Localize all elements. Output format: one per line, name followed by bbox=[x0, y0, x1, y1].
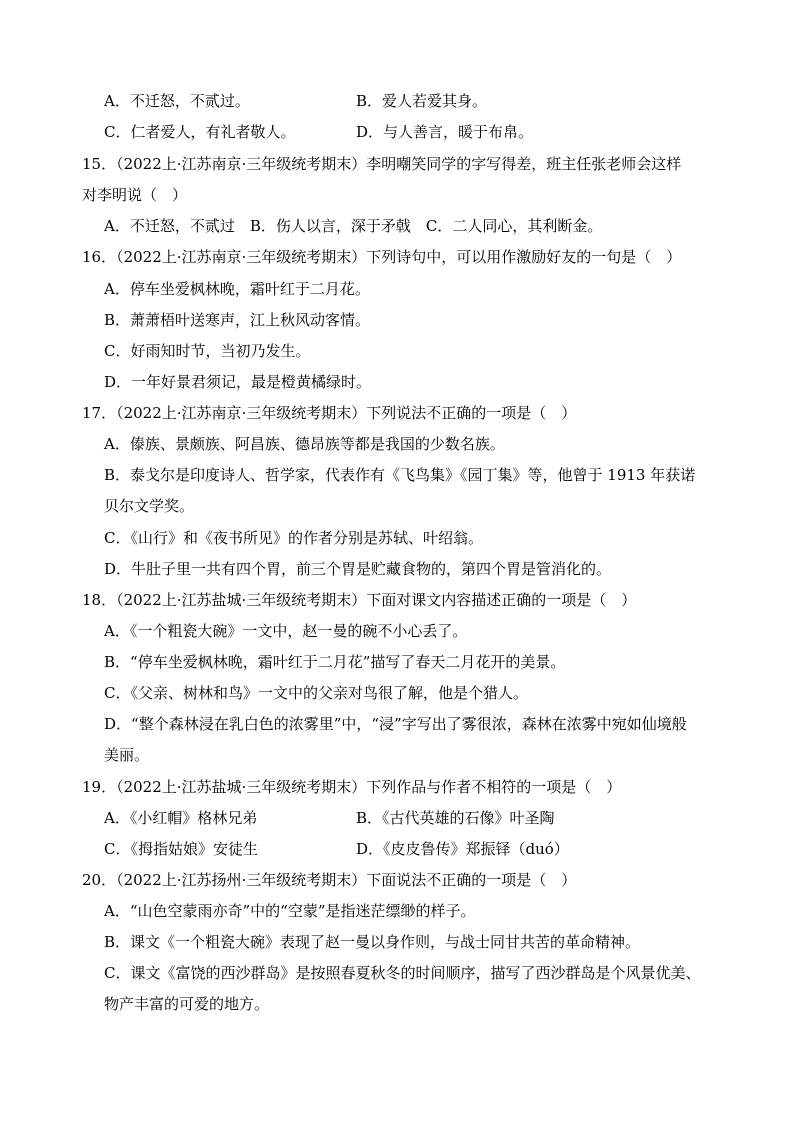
q17-option-d: D．牛肚子里一共有四个胃，前三个胃是贮藏食物的，第四个胃是管消化的。 bbox=[104, 560, 612, 578]
q15-stem-line2: 对李明说（ ） bbox=[82, 186, 188, 204]
q18-option-a: A．《一个粗瓷大碗》一文中，赵一曼的碗不小心丢了。 bbox=[104, 622, 468, 640]
q17-option-a: A．傣族、景颇族、阿昌族、德昂族等都是我国的少数名族。 bbox=[104, 435, 505, 453]
q15-options: A．不迁怒，不贰过 B．伤人以言，深于矛戟 C．二人同心，其利断金。 bbox=[104, 217, 603, 235]
q20-stem: 20．（2022上·江苏扬州·三年级统考期末）下面说法不正确的一项是（ ） bbox=[82, 871, 577, 889]
q18-stem: 18．（2022上·江苏盐城·三年级统考期末）下面对课文内容描述正确的一项是（ ） bbox=[82, 591, 637, 609]
q17-option-c: C．《山行》和《夜书所见》的作者分别是苏轼、叶绍翁。 bbox=[104, 529, 483, 547]
q20-option-b: B．课文《一个粗瓷大碗》表现了赵一曼以身作则，与战士同甘共苦的革命精神。 bbox=[104, 933, 641, 951]
q16-option-d: D．一年好景君须记，最是橙黄橘绿时。 bbox=[104, 373, 372, 391]
q19-option-b: B．《古代英雄的石像》叶圣陶 bbox=[356, 809, 555, 827]
q19-stem: 19．（2022上·江苏盐城·三年级统考期末）下列作品与作者不相符的一项是（ ） bbox=[82, 778, 622, 796]
q19-option-c: C．《拇指姑娘》安徒生 bbox=[104, 840, 258, 858]
q19-option-a: A．《小红帽》格林兄弟 bbox=[104, 809, 258, 827]
q15-stem-line1: 15．（2022上·江苏南京·三年级统考期末）李明嘲笑同学的字写得差，班主任张老师会这样 bbox=[82, 155, 682, 173]
q18-option-d-line1: D．“整个森林浸在乳白色的浓雾里”中，“浸”字写出了雾很浓，森林在浓雾中宛如仙境般 bbox=[104, 715, 687, 733]
q17-stem: 17．（2022上·江苏南京·三年级统考期末）下列说法不正确的一项是（ ） bbox=[82, 404, 577, 422]
q16-option-a: A．停车坐爱枫林晚，霜叶红于二月花。 bbox=[104, 280, 370, 298]
q18-option-d-line2: 美丽。 bbox=[104, 746, 150, 764]
q16-option-c: C．好雨知时节，当初乃发生。 bbox=[104, 342, 311, 360]
q20-option-c-line2: 物产丰富的可爱的地方。 bbox=[104, 995, 270, 1013]
q19-option-d: D．《皮皮鲁传》郑振铎（duó） bbox=[356, 840, 569, 858]
q16-stem: 16．（2022上·江苏南京·三年级统考期末）下列诗句中，可以用作激励好友的一句是（ ） bbox=[82, 248, 682, 266]
q14-option-c: C．仁者爱人，有礼者敬人。 bbox=[104, 123, 296, 141]
q20-option-a: A．“山色空蒙雨亦奇”中的“空蒙”是指迷茫缥缈的样子。 bbox=[104, 902, 476, 920]
q16-option-b: B．萧萧梧叶送寒声，江上秋风动客情。 bbox=[104, 311, 371, 329]
q14-option-a: A．不迁怒，不贰过。 bbox=[104, 92, 250, 110]
q18-option-c: C．《父亲、树林和鸟》一文中的父亲对鸟很了解，他是个猎人。 bbox=[104, 684, 528, 702]
q20-option-c-line1: C．课文《富饶的西沙群岛》是按照春夏秋冬的时间顺序，描写了西沙群岛是个风景优美、 bbox=[104, 964, 701, 982]
q14-option-d: D．与人善言，暖于布帛。 bbox=[356, 123, 534, 141]
q17-option-b-line1: B．泰戈尔是印度诗人、哲学家，代表作有《飞鸟集》《园丁集》等，他曾于 1913 年获诺 bbox=[104, 466, 696, 484]
q14-option-b: B．爱人若爱其身。 bbox=[356, 92, 488, 110]
q18-option-b: B．“停车坐爱枫林晚，霜叶红于二月花”描写了春天二月花开的美景。 bbox=[104, 653, 566, 671]
q17-option-b-line2: 贝尔文学奖。 bbox=[104, 497, 195, 515]
